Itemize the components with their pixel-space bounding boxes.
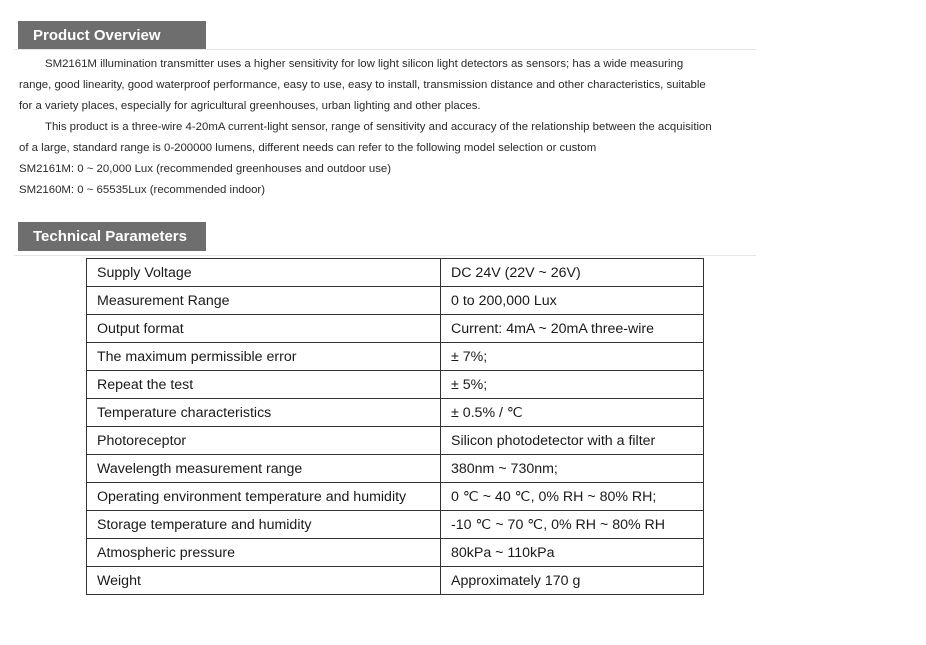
table-row [87, 287, 704, 315]
table-row [87, 259, 704, 287]
parameter-name: Supply Voltage [87, 259, 441, 287]
parameter-name: Measurement Range [87, 287, 441, 315]
parameter-name: Temperature characteristics [87, 399, 441, 427]
overview-line: SM2161M illumination transmitter uses a higher sensitivity for low light silicon light detectors as sensors; has a wide measuring [45, 58, 684, 70]
parameter-value: Approximately 170 g [441, 567, 704, 595]
parameter-name: Photoreceptor [87, 427, 441, 455]
overview-divider [14, 49, 756, 50]
product-overview-text [19, 54, 819, 201]
table-row [87, 539, 704, 567]
parameter-name: Weight [87, 567, 441, 595]
parameters-table [86, 258, 704, 595]
table-row [87, 371, 704, 399]
overview-line: for a variety places, especially for agricultural greenhouses, urban lighting and other places. [19, 100, 481, 112]
overview-line: of a large, standard range is 0-200000 lumens, different needs can refer to the following model selection or custom [19, 142, 597, 154]
parameter-value: ± 7%; [441, 343, 704, 371]
table-row [87, 343, 704, 371]
table-row [87, 399, 704, 427]
parameters-divider [14, 255, 756, 256]
parameter-value: 80kPa ~ 110kPa [441, 539, 704, 567]
product-overview-heading: Product Overview [18, 21, 206, 50]
table-row [87, 315, 704, 343]
table-row [87, 483, 704, 511]
parameter-value: ± 5%; [441, 371, 704, 399]
table-row [87, 427, 704, 455]
parameter-value: ± 0.5% / ℃ [441, 399, 704, 427]
parameter-name: Wavelength measurement range [87, 455, 441, 483]
parameter-value: 0 to 200,000 Lux [441, 287, 704, 315]
overview-line: range, good linearity, good waterproof performance, easy to use, easy to install, transmission distance and other characteristics, suitable [19, 79, 706, 91]
parameter-value: 380nm ~ 730nm; [441, 455, 704, 483]
parameter-name: Storage temperature and humidity [87, 511, 441, 539]
parameter-value: DC 24V (22V ~ 26V) [441, 259, 704, 287]
technical-parameters-heading: Technical Parameters [18, 222, 206, 251]
parameter-name: The maximum permissible error [87, 343, 441, 371]
overview-line: This product is a three-wire 4-20mA current-light sensor, range of sensitivity and accuracy of the relationship between the acquisition [45, 121, 712, 133]
model-line-sm2160m: SM2160M: 0 ~ 65535Lux (recommended indoor) [19, 184, 265, 196]
parameter-value: Silicon photodetector with a filter [441, 427, 704, 455]
table-row [87, 455, 704, 483]
parameter-value: -10 ℃ ~ 70 ℃, 0% RH ~ 80% RH [441, 511, 704, 539]
parameter-name: Output format [87, 315, 441, 343]
parameter-value: Current: 4mA ~ 20mA three-wire [441, 315, 704, 343]
parameter-value: 0 ℃ ~ 40 ℃, 0% RH ~ 80% RH; [441, 483, 704, 511]
parameter-name: Operating environment temperature and humidity [87, 483, 441, 511]
model-line-sm2161m: SM2161M: 0 ~ 20,000 Lux (recommended greenhouses and outdoor use) [19, 163, 392, 175]
parameter-name: Atmospheric pressure [87, 539, 441, 567]
table-row [87, 567, 704, 595]
parameter-name: Repeat the test [87, 371, 441, 399]
table-row [87, 511, 704, 539]
